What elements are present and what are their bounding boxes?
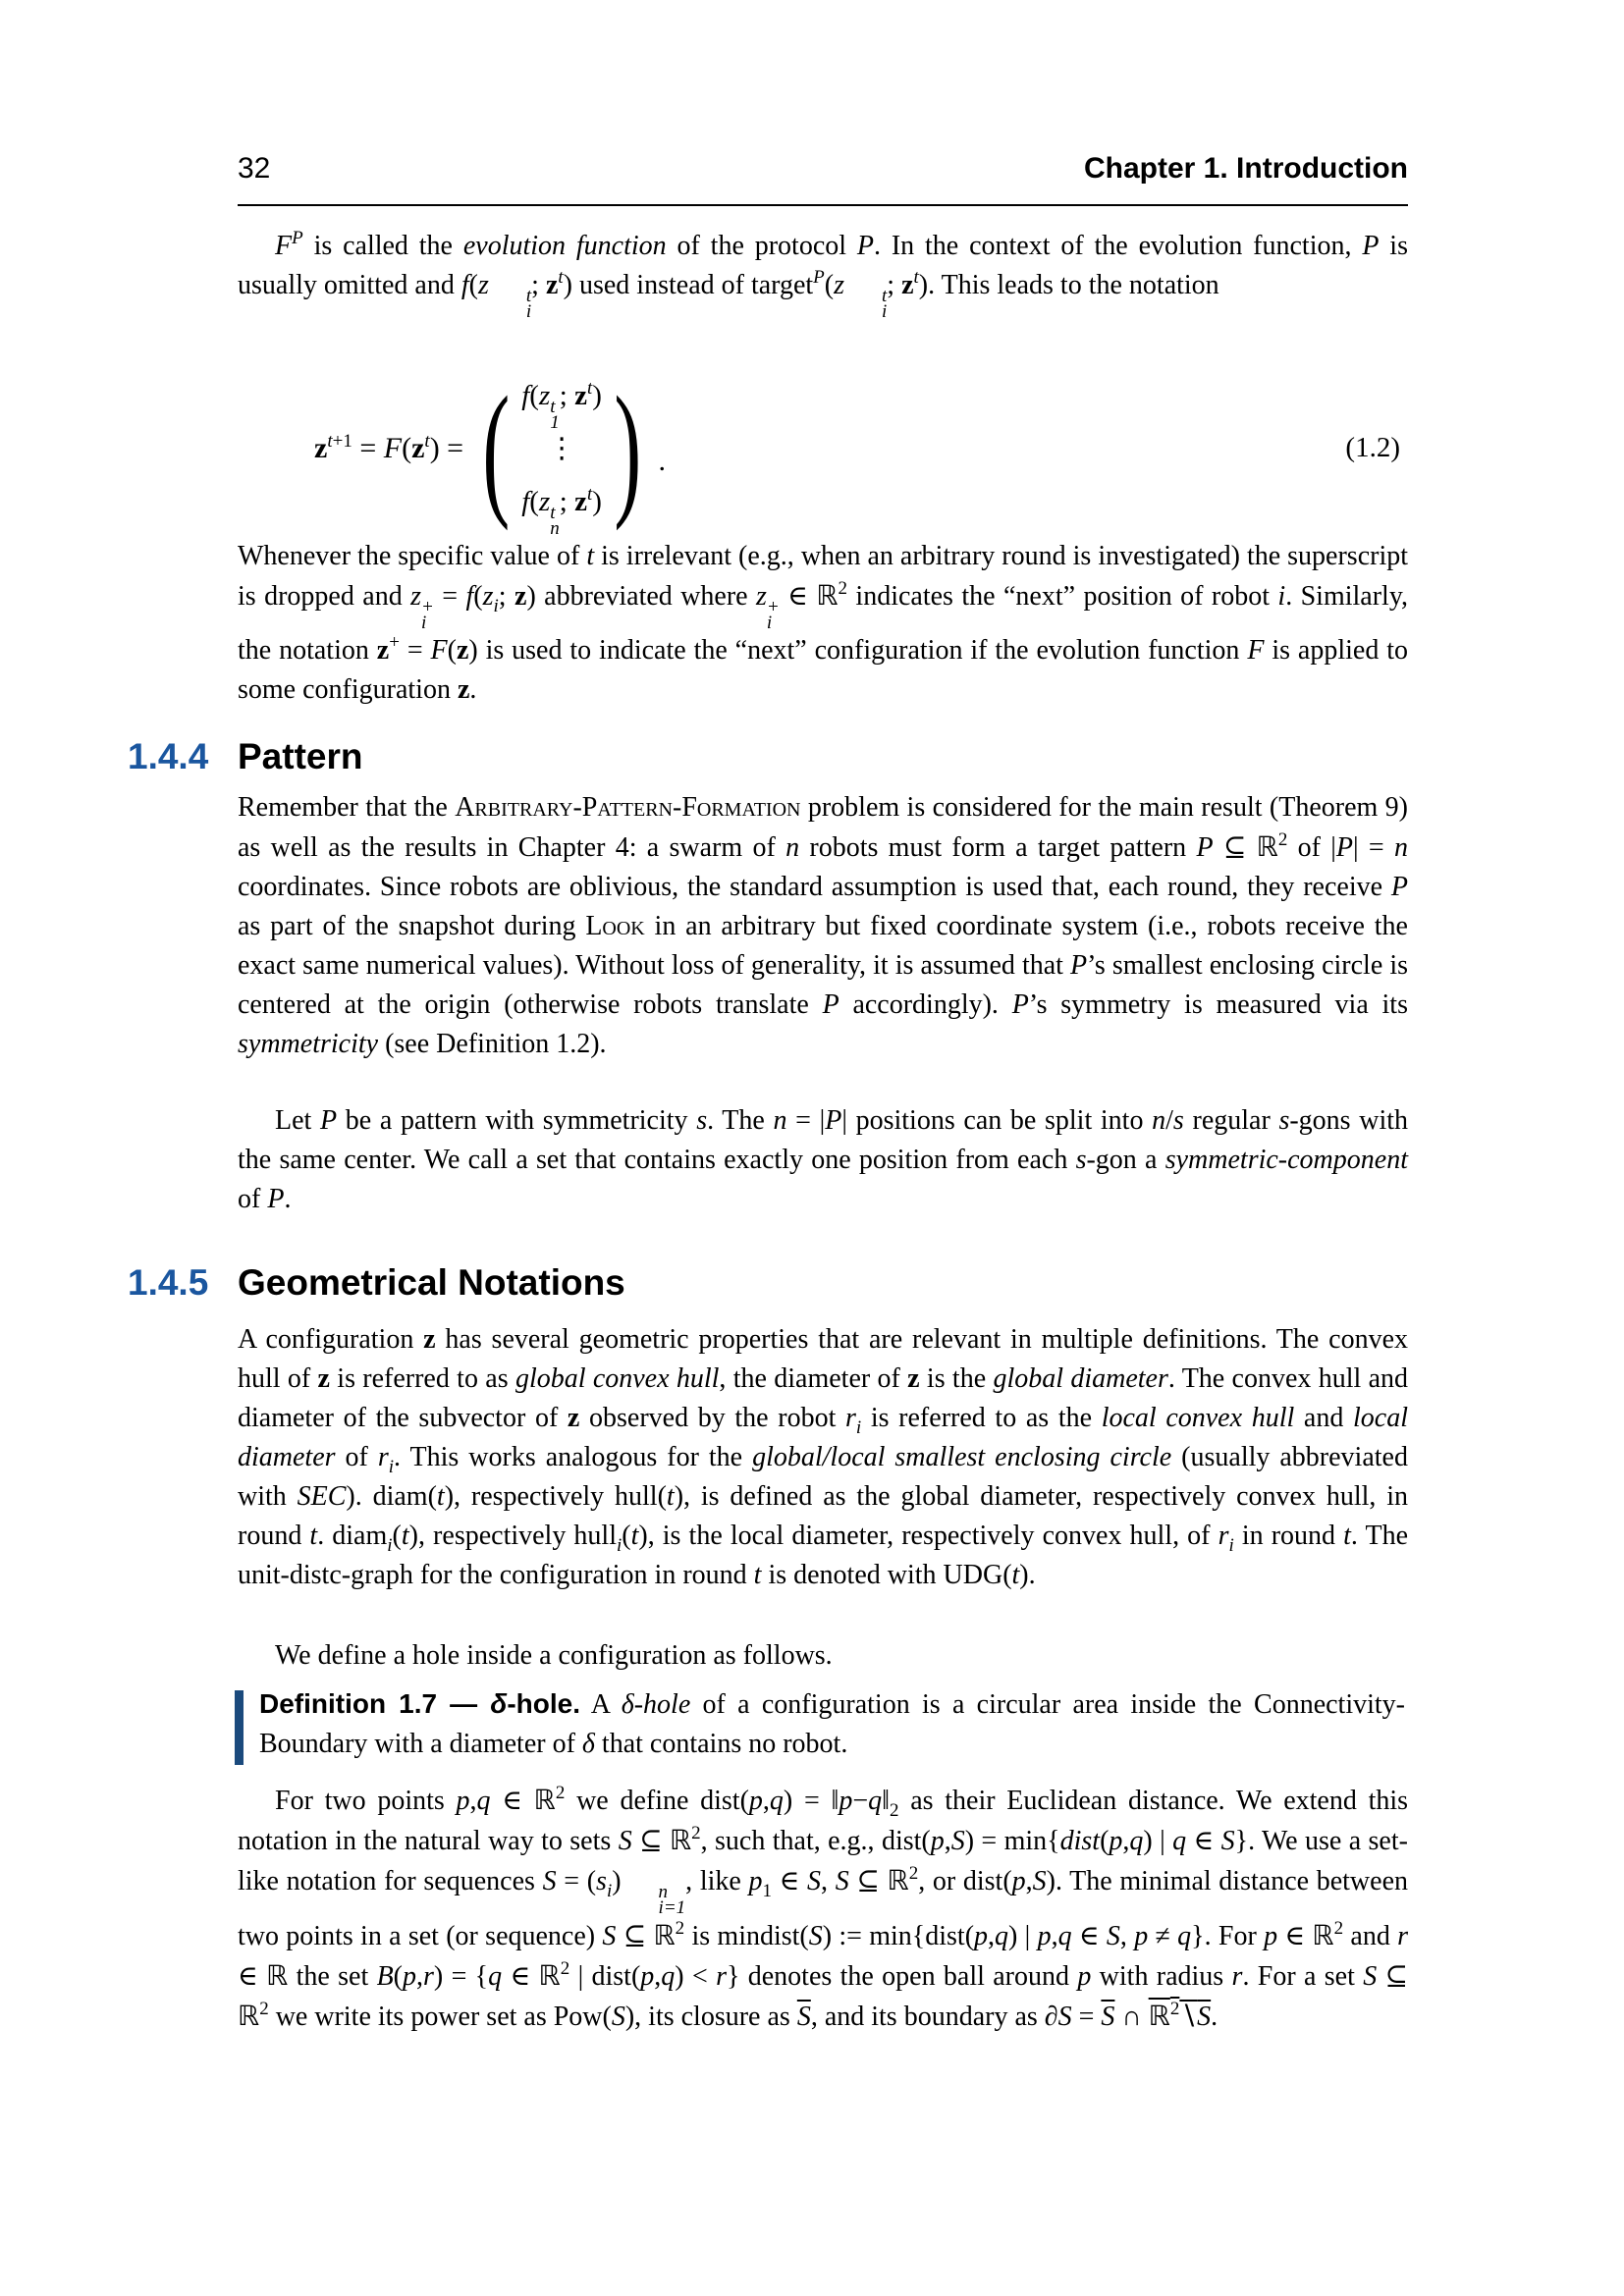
- paragraph-we-define: We define a hole inside a configuration as follows.: [275, 1640, 833, 1671]
- left-paren: (: [482, 366, 510, 531]
- matrix-row: f(z t 1 ; $z^t$): [521, 378, 602, 433]
- paragraph-configuration: A configuration z has several geometric properties that are relevant in multiple definitions. The convex hull of z is referred to as global convex hull, the diameter of z is the global diameter. The convex hull and diameter of the subvector of z observed by the robot $r_i$ is referred to as the local convex hull and local diameter of $r_i$. This works analogous for the global/local smallest enclosing circle (usually abbreviated with SEC). diam(t), respectively hull(t), is defined as the global diameter, respectively convex hull, in round t. diam$_i$(t), respectively hull$_i$(t), is the local diameter, respectively convex hull, of $r_i$ in round t. The unit-distc-graph for the configuration in round t is denoted with UDG(t).: [238, 1324, 1409, 1590]
- matrix-row: f(z t n ; $z^t$): [521, 484, 602, 539]
- equation-lhs: $z^{t+1} = F(z^t)$ =: [314, 431, 471, 464]
- equation-tag: (1.2): [1345, 432, 1400, 463]
- paragraph-remember: Remember that the Arbitrary-Pattern-Formation problem is considered for the main result (Theorem 9) as well as the results in Chapter 4: a swarm of n robots must form a target pattern P ⊆ ℝ$^2$ of |P| = n coordinates. Since robots are oblivious, the standard assumption is used that, each round, they receive P as part of the snapshot during Look in an arbitrary but fixed coordinate system (i.e., robots receive the exact same numerical values). Without loss of generality, it is assumed that P’s smallest enclosing circle is centered at the origin (otherwise robots translate P accordingly). P’s symmetry is measured via its symmetricity (see Definition 1.2).: [238, 792, 1409, 1059]
- paragraph-let-pattern: Let P be a pattern with symmetricity s. The n = |P| positions can be split into n/s regular s-gons with the same center. We call a set that contains exactly one position from each s-gon a symmetric-component of P.: [238, 1105, 1409, 1214]
- section-title: Pattern: [238, 736, 363, 776]
- page-number: 32: [238, 152, 271, 185]
- section-heading-1-4-4: [0, 734, 1624, 779]
- paragraph-whenever: Whenever the specific value of t is irrelevant (e.g., when an arbitrary round is investigated) the superscript is dropped and z + i = $f(z_i$; z) abbreviated where z + i ∈ ℝ$^2$ indicates the “next” position of robot i. Similarly, the notation z+ = F(z) is used to indicate the “next” configuration if the evolution function F is applied to some configuration z.: [238, 541, 1409, 705]
- right-paren: ): [614, 366, 642, 531]
- running-header-chapter: Chapter 1. Introduction: [1084, 152, 1408, 185]
- header-rule: [238, 204, 1408, 206]
- equation-1-2: [314, 361, 667, 539]
- definition-accent-bar: [235, 1690, 244, 1765]
- equation-matrix: [521, 369, 602, 539]
- section-heading-1-4-5: [0, 1260, 1624, 1306]
- section-title: Geometrical Notations: [238, 1262, 625, 1303]
- section-number: 1.4.5: [128, 1262, 209, 1303]
- definition-1-7-block: [235, 1684, 1408, 1764]
- paragraph-distances: For two points p,q ∈ ℝ$^2$ we define dist(p,q) = $‖p-q‖_2$ as their Euclidean distance. We extend this notation in the natural way to sets S ⊆ ℝ$^2$, such that, e.g., dist(p,S) = min{dist(p,q) | q ∈ S}. We use a set-like notation for sequences $S = (s_i)$ n i=1 , like $p_1$ ∈ S, S ⊆ ℝ$^2$, or dist(p,S). The minimal distance between two points in a set (or sequence) S ⊆ ℝ$^2$ is mindist(S) := min{dist(p,q) | p,q ∈ S, p ≠ q}. For p ∈ ℝ$^2$ and r ∈ ℝ the set B(p,r) = {q ∈ ℝ$^2$ | dist(p,q) < r} denotes the open ball around p with radius r. For a set S ⊆ ℝ$^2$ we write its power set as Pow(S), its closure as $\overline{S}$, and its boundary as $\partial S = \overline{S}$ ∩ ℝ$^2$∖S.: [238, 1783, 1409, 2032]
- equation-period: .: [658, 445, 667, 477]
- paragraph-evolution-function: $F^P$ is called the evolution function of the protocol P. In the context of the evolution function, P is usually omitted and f(z t i ; $z^t$) used instead of target$^P$(z t i ; $z^t$). This leads to the notation: [238, 228, 1408, 322]
- definition-text: Definition 1.7 — δ-hole. A δ-hole of a configuration is a circular area inside the Connectivity-Boundary with a diameter of δ that contains no robot.: [259, 1688, 1405, 1759]
- section-number: 1.4.4: [128, 736, 209, 776]
- matrix-dots: ⋮: [547, 433, 576, 464]
